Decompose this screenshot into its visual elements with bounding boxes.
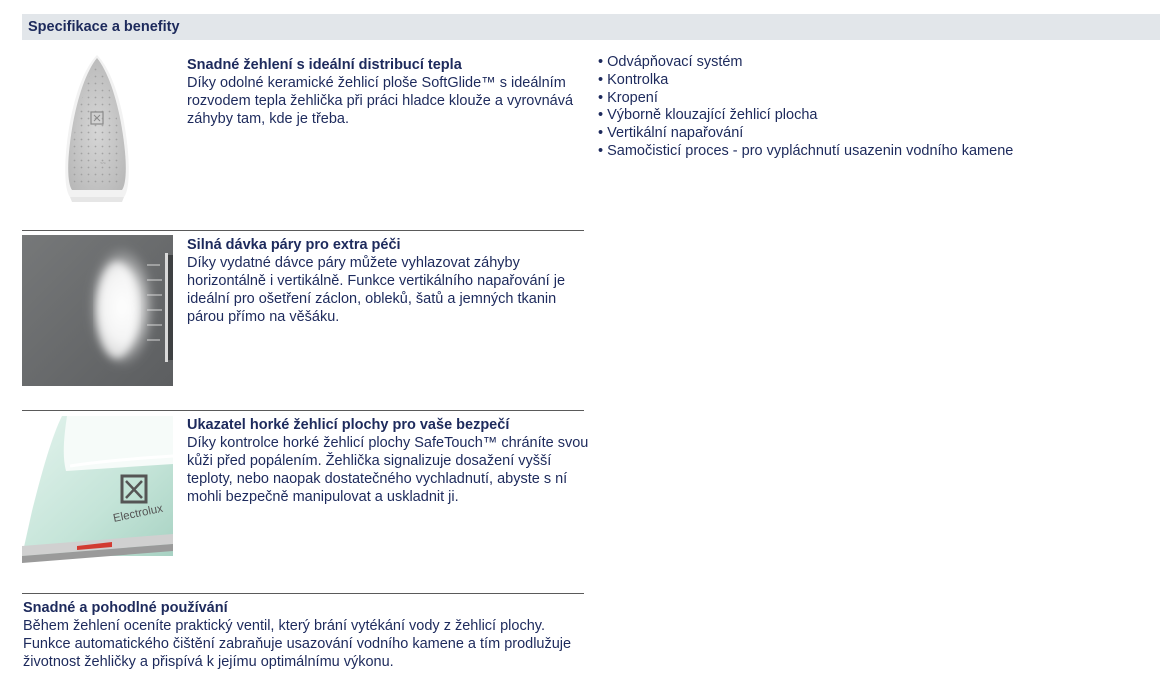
- section-header: [22, 14, 1160, 40]
- feature-text: [187, 56, 587, 128]
- feature-text: [23, 599, 588, 671]
- feature-body: Díky kontrolce horké žehlicí plochy SafeTouch™ chráníte svou kůži před popálením. Žehlička signalizuje dosažení vyšší teploty, nebo naopak dostatečného vychladnutí, abyste s ní mohli bezpečně manipulovat a uskladnit ji.: [187, 435, 589, 505]
- feature-heading: Snadné žehlení s ideální distribucí tepla: [187, 57, 462, 73]
- spec-item: • Kontrolka: [598, 71, 669, 88]
- feature-text: [187, 236, 587, 326]
- feature-heading: Ukazatel horké žehlicí plochy pro vaše bezpečí: [187, 417, 510, 433]
- feature-body: Během žehlení oceníte praktický ventil, který brání vytékání vody z žehlicí plochy. Funkce automatického čištění zabraňuje usazování vodního kamene a tím prodlužuje životnost žehličky a přispívá k jejímu optimálnímu výkonu.: [23, 618, 572, 670]
- feature-heading: Silná dávka páry pro extra péči: [187, 237, 401, 253]
- spec-item: • Vertikální napařování: [598, 125, 744, 142]
- spec-list: [598, 54, 1158, 161]
- svg-text:~~: ~~: [100, 161, 106, 167]
- brand-logo-text: Electrolux: [112, 502, 165, 525]
- divider: [22, 593, 584, 594]
- feature-heading: Snadné a pohodlné používání: [23, 600, 228, 616]
- spec-item: • Výborně klouzající žehlicí plocha: [598, 107, 818, 124]
- iron-image: [22, 416, 173, 567]
- feature-body: Díky odolné keramické žehlicí ploše SoftGlide™ s ideálním rozvodem tepla žehlička při práci hladce klouže a vyrovnává záhyby tam, kde je třeba.: [187, 75, 574, 127]
- feature-text: [187, 416, 592, 506]
- soleplate-image: [22, 52, 173, 203]
- feature-ease-of-use: [22, 593, 584, 670]
- steam-image: [22, 235, 173, 386]
- spec-item: • Samočisticí proces - pro vypláchnutí usazenin vodního kamene: [598, 142, 1014, 159]
- section-title: Specifikace a benefity: [28, 19, 180, 35]
- divider: [22, 410, 584, 411]
- divider: [22, 230, 584, 231]
- spec-item: • Kropení: [598, 89, 658, 106]
- feature-body: Díky vydatné dávce páry můžete vyhlazovat záhyby horizontálně i vertikálně. Funkce vertikálního napařování je ideální pro ošetření záclon, obleků, šatů a jemných tkanin párou přímo na věšáku.: [187, 255, 566, 325]
- spec-item: • Odvápňovací systém: [598, 54, 743, 70]
